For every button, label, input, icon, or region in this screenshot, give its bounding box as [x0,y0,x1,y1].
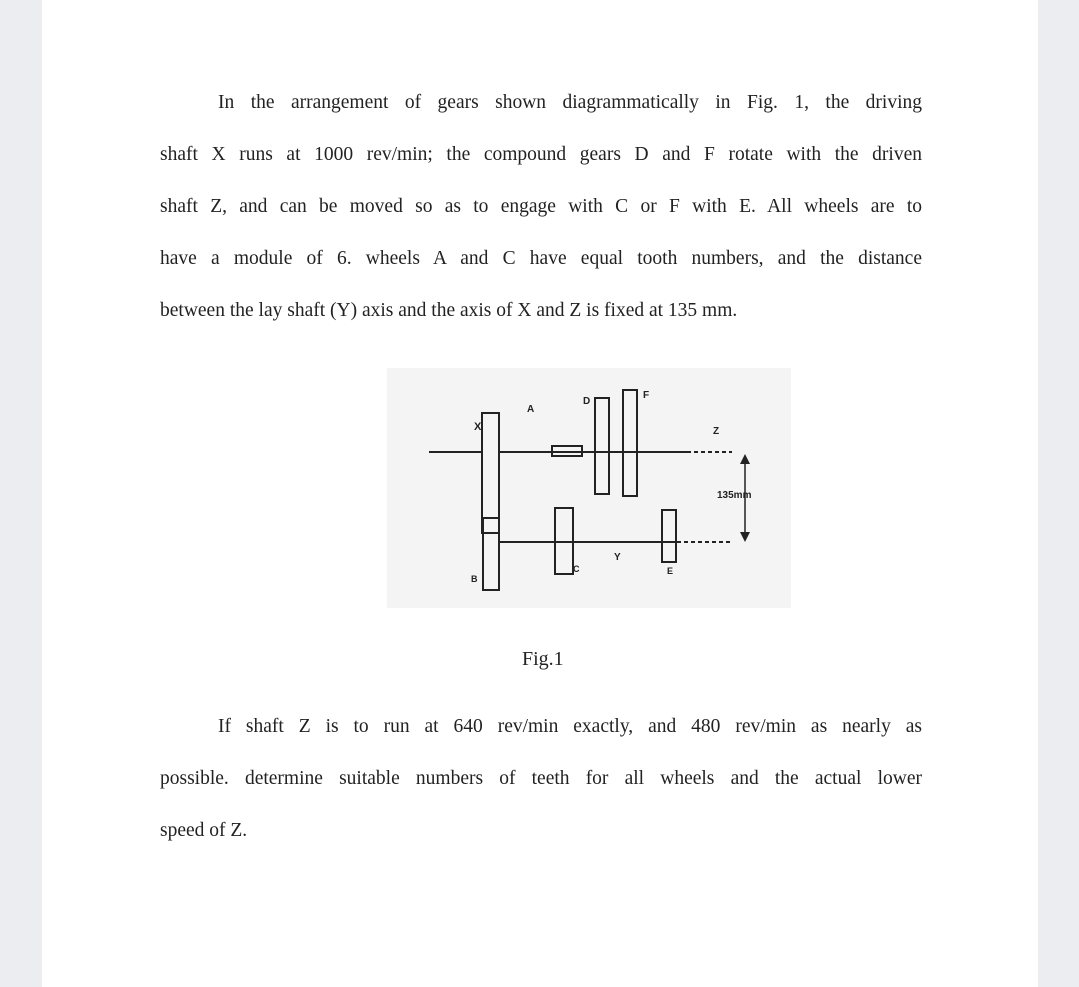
label-z: Z [713,426,720,437]
figure-caption: Fig.1 [522,648,564,670]
label-b: B [471,574,478,584]
dimension-label: 135mm [717,490,752,501]
document-page [42,0,1038,987]
label-x: X [474,421,482,433]
paragraph-line: In the arrangement of gears shown diagrammatically in Fig. 1, the driving [218,92,922,113]
label-d: D [583,396,591,407]
paragraph-line: speed of Z. [160,820,248,841]
paragraph-line: shaft Z, and can be moved so as to engage with C or F with E. All wheels are to [160,196,922,217]
paragraph-line: between the lay shaft (Y) axis and the axis of X and Z is fixed at 135 mm. [160,300,738,321]
label-y: Y [614,552,621,563]
label-a: A [527,404,535,415]
paragraph-line: If shaft Z is to run at 640 rev/min exactly, and 480 rev/min as nearly as [218,716,922,737]
gear-arrangement-diagram [387,368,791,608]
label-c: C [573,564,580,574]
label-e: E [667,566,674,576]
paragraph-line: have a module of 6. wheels A and C have equal tooth numbers, and the distance [160,248,922,269]
paragraph-line: possible. determine suitable numbers of teeth for all wheels and the actual lower [160,768,922,789]
paragraph-line: shaft X runs at 1000 rev/min; the compound gears D and F rotate with the driven [160,144,922,165]
label-f: F [643,390,650,401]
